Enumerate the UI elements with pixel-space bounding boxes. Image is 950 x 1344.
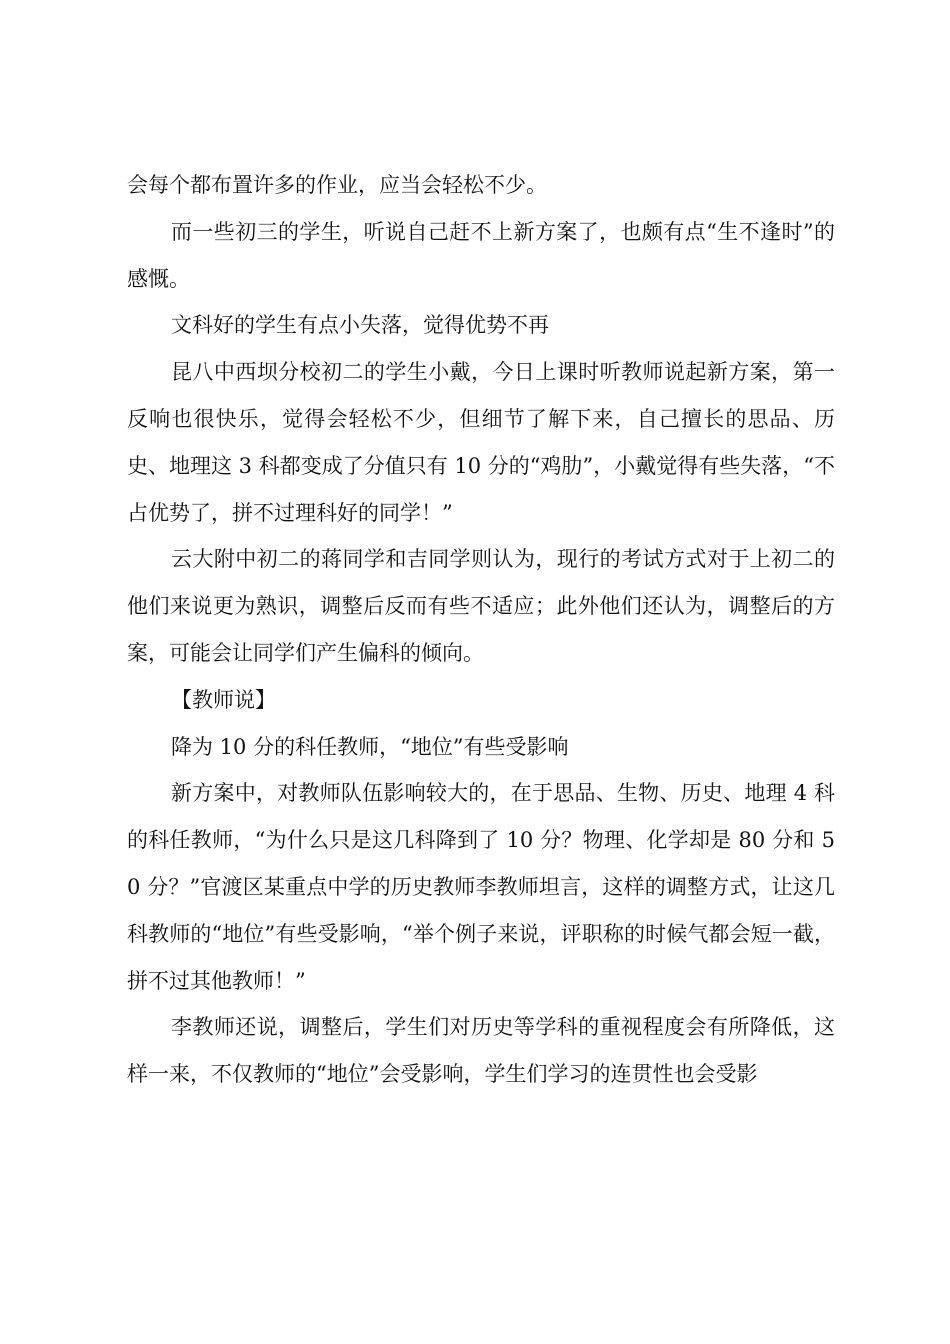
paragraph-8: 新方案中，对教师队伍影响较大的，在于思品、生物、历史、地理 4 科的科任教师，“为什么只是这几科降到了 10 分？物理、化学却是 80 分和 50 分？”官渡区某重点中学的历史教师李教师坦言，这样的调整方式，让这几科教师的“地位”有些受影响，“举个例子来说，评职称的时候气都会短一截，拼不过其他教师！” [127,781,835,993]
paragraph-2: 而一些初三的学生，听说自己赶不上新方案了，也颇有点“生不逢时”的感慨。 [127,219,835,291]
document-body [127,162,835,1098]
paragraph-1: 会每个都布置许多的作业，应当会轻松不少。 [127,173,547,197]
paragraph-5: 云大附中初二的蒋同学和吉同学则认为，现行的考试方式对于上初二的他们来说更为熟识，调整后反而有些不适应；此外他们还认为，调整后的方案，可能会让同学们产生偏科的倾向。 [127,547,835,665]
sub-heading-teachers: 降为 10 分的科任教师，“地位”有些受影响 [171,734,569,759]
section-heading-students: 文科好的学生有点小失落，觉得优势不再 [171,313,549,338]
section-heading-teachers: 【教师说】 [171,687,276,712]
paragraph-9: 李教师还说，调整后，学生们对历史等学科的重视程度会有所降低，这样一来，不仅教师的“地位”会受影响，学生们学习的连贯性也会受影 [127,1015,835,1087]
paragraph-4: 昆八中西坝分校初二的学生小戴，今日上课时听教师说起新方案，第一反响也很快乐，觉得会轻松不少，但细节了解下来，自己擅长的思品、历史、地理这 3 科都变成了分值只有 10 分的“鸡肋”，小戴觉得有些失落，“不占优势了，拼不过理科好的同学！” [127,360,835,525]
